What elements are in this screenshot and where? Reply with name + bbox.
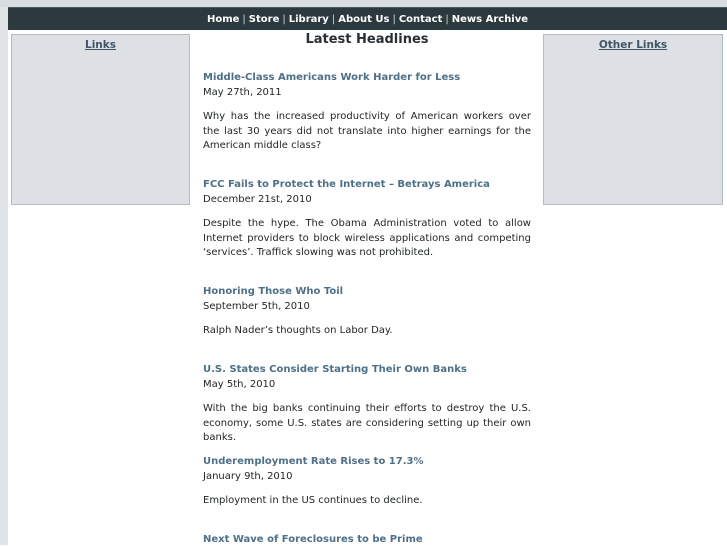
article-headline-link[interactable]: Honoring Those Who Toil (203, 286, 344, 297)
article-item (203, 71, 531, 154)
article-headline-link[interactable]: Middle-Class Americans Work Harder for Less (203, 72, 461, 83)
article-headline-link[interactable]: FCC Fails to Protect the Internet – Betrays America (203, 179, 490, 190)
article-headline-link[interactable]: U.S. States Consider Starting Their Own Banks (203, 364, 467, 375)
article-summary: Why has the increased productivity of American workers over the last 30 years did not translate into higher earnings for the American middle class? (203, 111, 531, 151)
headlines-column (203, 29, 531, 545)
top-nav-bar (8, 7, 727, 30)
nav-home-link[interactable]: Home (206, 13, 240, 25)
links-sidebar-title[interactable]: Links (85, 39, 116, 51)
article-item (203, 363, 531, 446)
nav-separator: | (331, 13, 336, 25)
article-headline-link[interactable]: Underemployment Rate Rises to 17.3% (203, 456, 424, 467)
article-summary: With the big banks continuing their efforts to destroy the U.S. economy, some U.S. states are considering setting up their own banks. (203, 403, 531, 443)
article-summary: Despite the hype. The Obama Administration voted to allow Internet providers to block wireless applications and competing ‘services’. Traffick slowing was not prohibited. (203, 218, 531, 258)
nav-store-link[interactable]: Store (248, 13, 280, 25)
article-date: September 5th, 2010 (203, 301, 310, 312)
other-links-sidebar (543, 34, 723, 205)
article-date: May 27th, 2011 (203, 87, 282, 98)
links-sidebar (11, 34, 190, 205)
article-item (203, 455, 531, 509)
nav-separator: | (392, 13, 396, 25)
article-headline-link[interactable]: Next Wave of Foreclosures to be Prime (203, 534, 423, 545)
nav-about-us-link[interactable]: About Us (338, 13, 390, 25)
nav-separator: | (445, 13, 449, 25)
other-links-sidebar-title[interactable]: Other Links (598, 39, 668, 51)
article-date: May 5th, 2010 (203, 379, 276, 390)
article-date: January 9th, 2010 (203, 471, 293, 482)
nav-library-link[interactable]: Library (288, 13, 329, 25)
article-item (203, 178, 531, 261)
article-item (203, 285, 531, 339)
article-summary: Ralph Nader’s thoughts on Labor Day. (203, 325, 393, 336)
article-summary: Employment in the US continues to decline. (203, 495, 423, 506)
article-date: December 21st, 2010 (203, 194, 312, 205)
nav-separator: | (282, 13, 286, 25)
page-title: Latest Headlines (305, 32, 429, 47)
nav-separator: | (242, 13, 246, 25)
nav-contact-link[interactable]: Contact (398, 13, 443, 25)
nav-news-archive-link[interactable]: News Archive (451, 13, 529, 25)
page-top-border (0, 0, 727, 7)
page-left-border (0, 0, 8, 545)
